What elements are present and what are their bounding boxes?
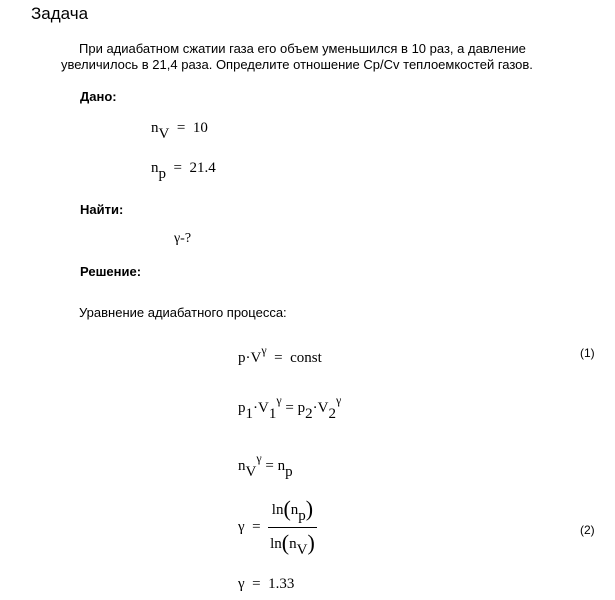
fraction xyxy=(268,496,317,559)
equation-3: $n_V^\gamma = n_p$ xyxy=(238,451,293,480)
equation-1: $p\cdot V^\gamma$ = const xyxy=(238,343,322,366)
find-gamma: γ-? xyxy=(174,231,192,246)
equation-2: $p_1\cdot V_1^\gamma = p_2\cdot V_2^\gamma$ xyxy=(238,393,342,422)
problem-line-1: При адиабатном сжатии газа его объем уменьшился в 10 раз, а давление xyxy=(79,41,526,56)
solution-heading: Решение: xyxy=(80,264,142,279)
solution-intro: Уравнение адиабатного процесса: xyxy=(79,305,287,320)
find-heading: Найти: xyxy=(80,202,124,217)
given-np: $n_p = 21.4$ xyxy=(151,160,216,182)
problem-line-2: увеличилось в 21,4 раза. Определите отношение Cp/Cv теплоемкостей газов. xyxy=(61,57,533,72)
given-nv: $n_V = 10$ xyxy=(151,120,208,142)
equation-2-number: (2) xyxy=(580,523,595,537)
equation-4: γ = $\frac{\ln(n_p)}{\ln(n_V)}$ xyxy=(238,496,315,558)
given-heading: Дано: xyxy=(80,89,117,104)
fraction-numerator: $\ln(n_p)$ xyxy=(268,496,317,528)
result: γ = 1.33 xyxy=(238,576,295,592)
equation-1-number: (1) xyxy=(580,346,595,360)
fraction-denominator: $\ln(n_V)$ xyxy=(270,530,315,558)
page-title: Задача xyxy=(31,4,89,23)
